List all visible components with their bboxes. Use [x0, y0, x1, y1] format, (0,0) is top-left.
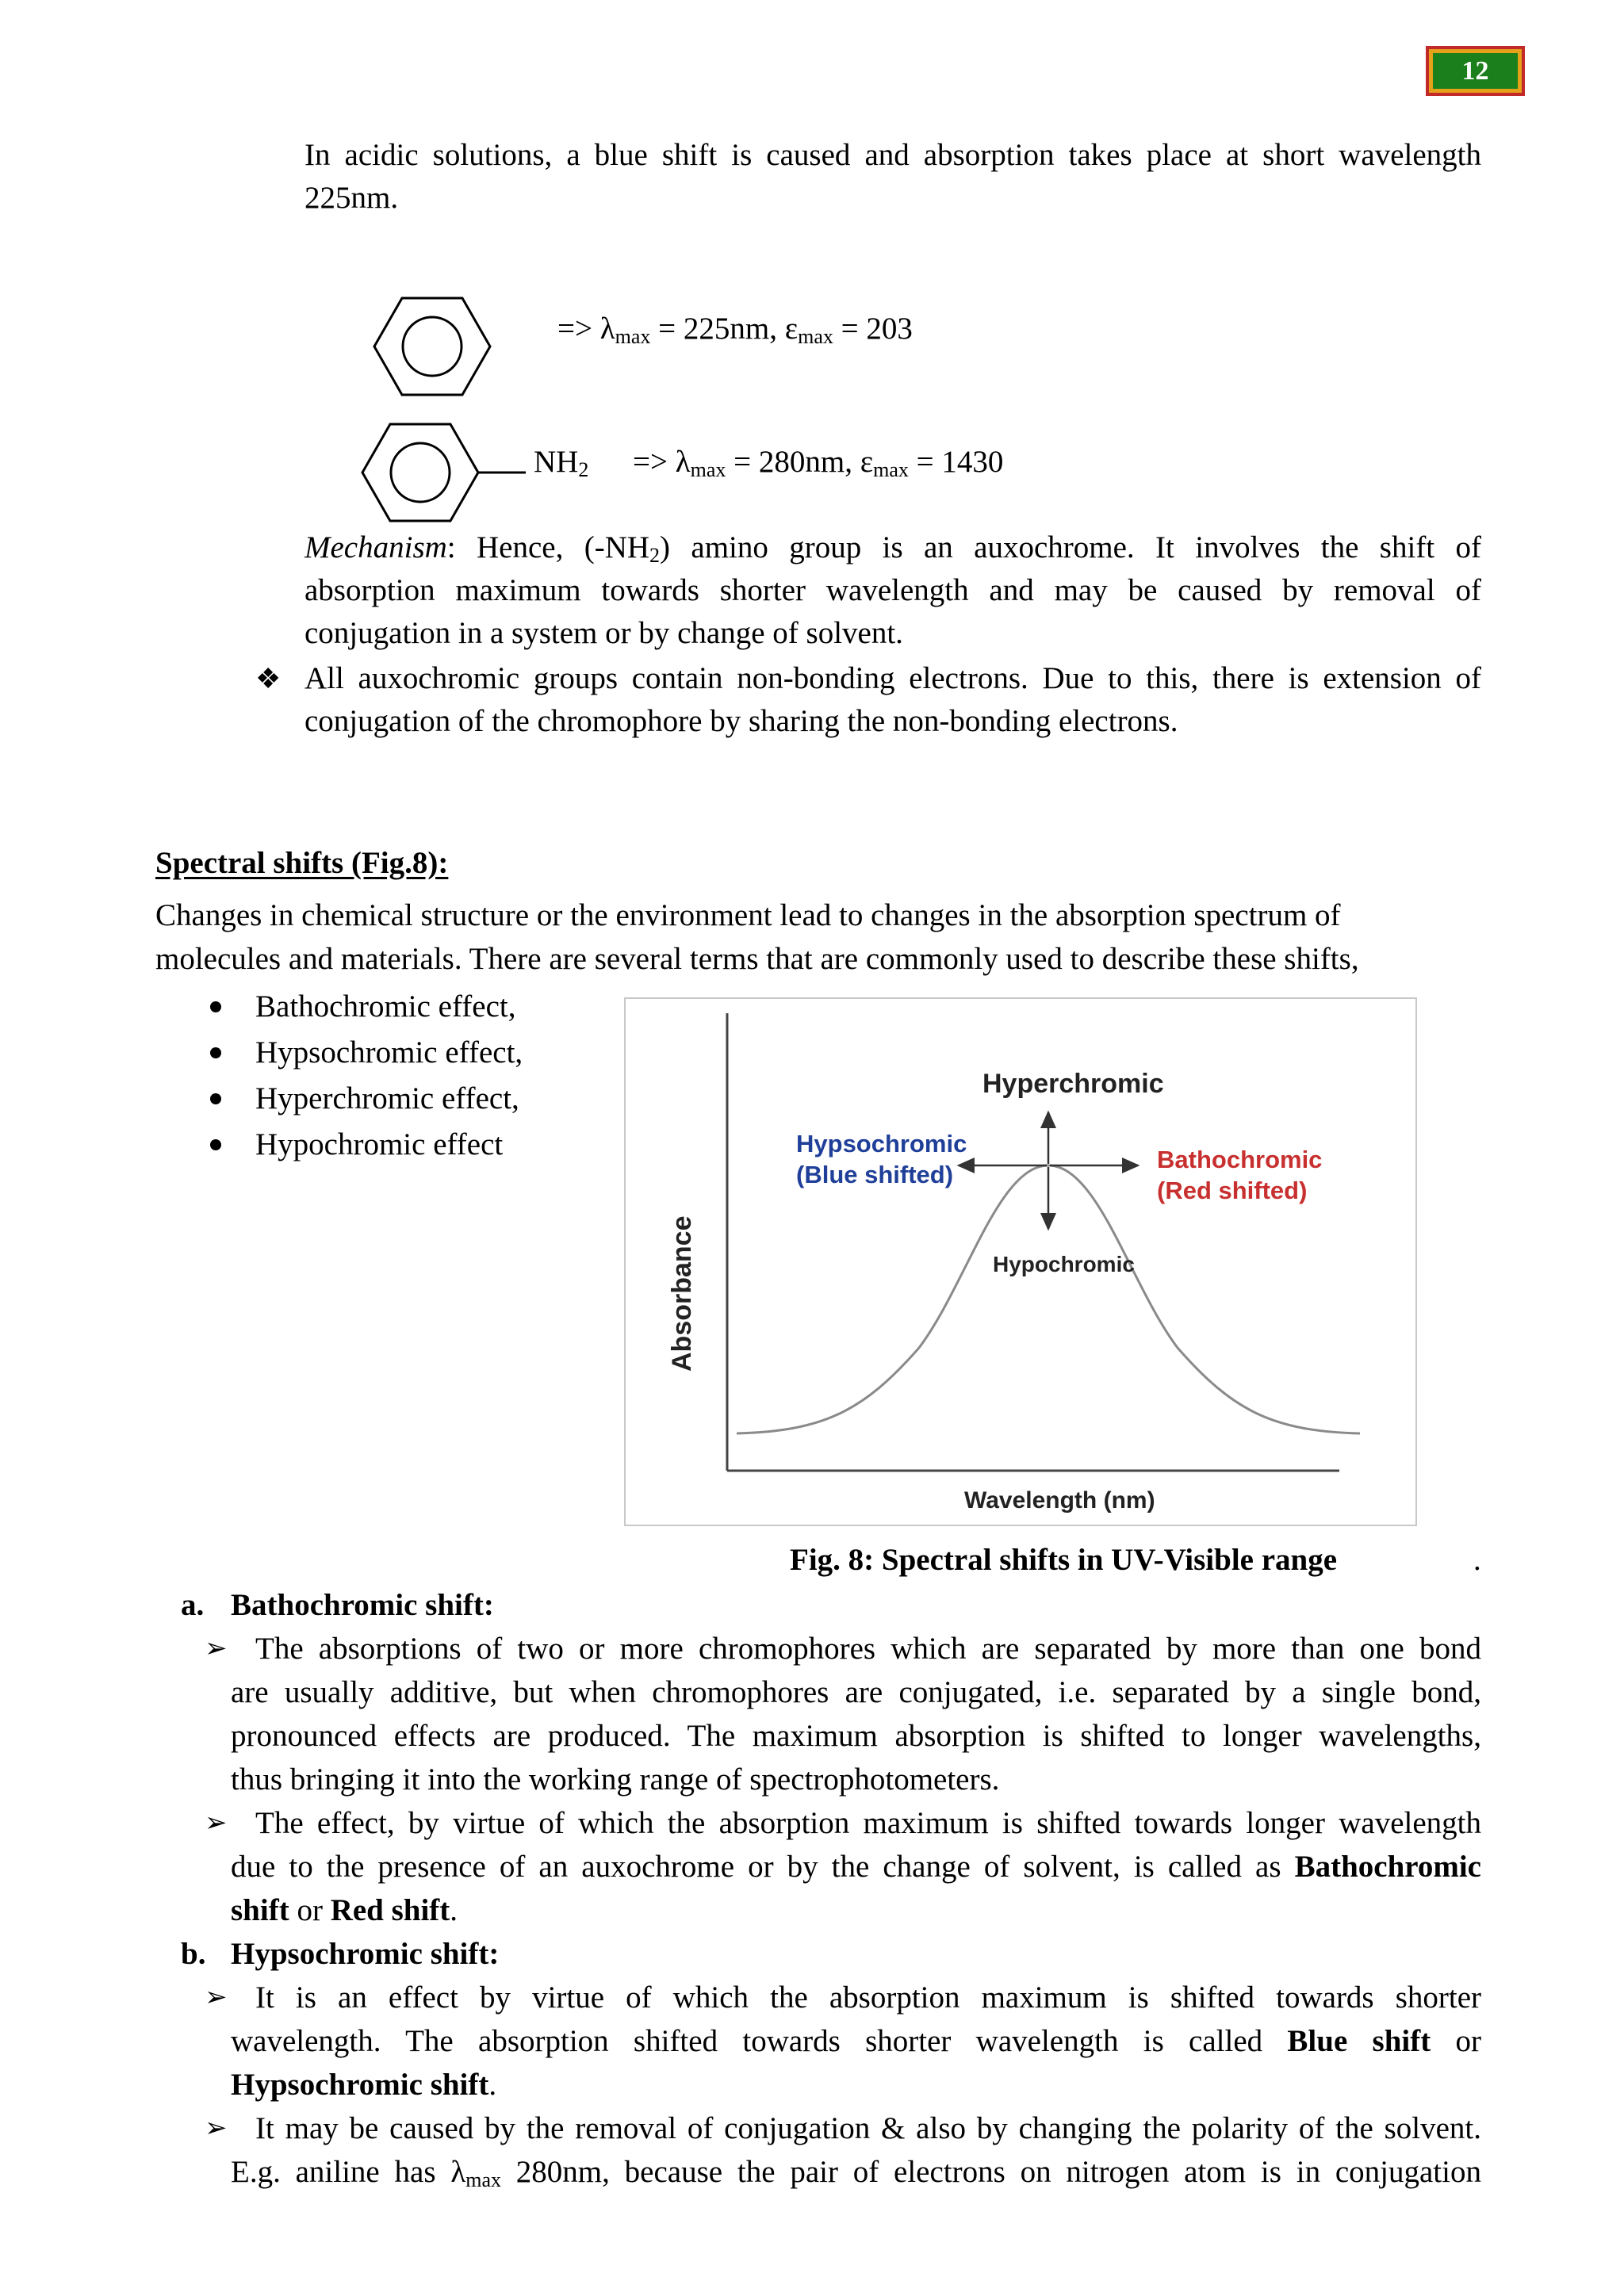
list-item-bathochromic: Bathochromic effect, — [255, 989, 516, 1024]
page-number-badge — [1429, 49, 1522, 93]
list-item-hyperchromic: Hyperchromic effect, — [255, 1081, 519, 1115]
figure-caption: Fig. 8: Spectral shifts in UV-Visible range — [790, 1543, 1338, 1577]
auxochrome-line-1: All auxochromic groups contain non-bonding electrons. Due to this, there is extension of — [304, 661, 1481, 695]
hyperchromic-label: Hyperchromic — [982, 1069, 1164, 1099]
benzene-lambda-text: => $\lambda_{max} = 225nm$, $\varepsilon_{max} = 203$ — [557, 312, 913, 348]
section-a-p2-line-2: due to the presence of an auxochrome or by the change of solvent, is called as Bathochromic — [231, 1850, 1481, 1884]
y-axis-label: Absorbance — [667, 1215, 697, 1372]
mechanism-line-2: absorption maximum towards shorter wavelength and may be caused by removal of — [304, 573, 1481, 607]
intro-line-1: In acidic solutions, a blue shift is caused and absorption takes place at short wavelength — [304, 138, 1481, 172]
x-axis-label: Wavelength (nm) — [964, 1487, 1155, 1513]
spectral-intro-line-2: molecules and materials. There are several terms that are commonly used to describe these shifts, — [155, 942, 1359, 976]
section-a-p1-line-3: pronounced effects are produced. The maximum absorption is shifted to longer wavelengths, — [231, 1719, 1481, 1753]
mechanism-line-3: conjugation in a system or by change of solvent. — [304, 616, 903, 650]
section-b-p1-line-1: It is an effect by virtue of which the absorption maximum is shifted towards shorter — [255, 1980, 1481, 2015]
hypsochromic-label: Hypsochromic — [796, 1130, 967, 1158]
arrow-bullet-icon: ➢ — [205, 2114, 228, 2143]
bathochromic-sublabel: (Red shifted) — [1157, 1177, 1308, 1204]
diamond-bullet-icon: ❖ — [255, 663, 282, 695]
mechanism-line-1: Mechanism: Hence, $(-NH_2)$ amino group is an auxochrome. It involves the shift of — [304, 530, 1481, 567]
aniline-lambda-text: => $\lambda_{max} = 280nm$, $\varepsilon_{max} = 1430$ — [633, 445, 1004, 481]
bullet-dot-icon — [210, 1001, 221, 1012]
spectral-shift-figure — [624, 997, 1417, 1526]
bullet-dot-icon — [210, 1139, 221, 1150]
section-a-title: Bathochromic shift: — [231, 1588, 494, 1622]
section-b-marker: b. — [181, 1937, 206, 1971]
arrow-bullet-icon: ➢ — [205, 1808, 228, 1838]
intro-line-2: 225nm. — [304, 181, 399, 215]
list-item-hypsochromic: Hypsochromic effect, — [255, 1035, 523, 1070]
aniline-ring-icon — [361, 421, 527, 524]
list-item-hypochromic: Hypochromic effect — [255, 1127, 504, 1161]
hypochromic-label: Hypochromic — [993, 1252, 1135, 1276]
section-b-p1-line-2: wavelength. The absorption shifted towards shorter wavelength is called Blue shift or — [231, 2024, 1481, 2058]
bullet-dot-icon — [210, 1047, 221, 1058]
spectral-shifts-heading: Spectral shifts (Fig.8): — [155, 846, 449, 880]
page-number: 12 — [1461, 55, 1489, 86]
benzene-ring-icon — [373, 295, 492, 398]
bullet-dot-icon — [210, 1093, 221, 1104]
section-b-p2-line-2: E.g. aniline has $\lambda_{max}$ 280nm, because the pair of electrons on nitrogen atom is in conjugation — [231, 2155, 1481, 2191]
arrow-bullet-icon: ➢ — [205, 1634, 228, 1663]
section-a-p1-line-1: The absorptions of two or more chromophores which are separated by more than one bond — [255, 1632, 1481, 1666]
bathochromic-label: Bathochromic — [1157, 1146, 1323, 1173]
spectral-shift-diagram — [626, 999, 1415, 1525]
figure-caption-dot: . — [1473, 1543, 1481, 1577]
section-a-p1-line-2: are usually additive, but when chromophores are conjugated, i.e. separated by a single bond, — [231, 1675, 1481, 1709]
section-a-marker: a. — [181, 1588, 205, 1622]
arrow-bullet-icon: ➢ — [205, 1983, 228, 2012]
section-a-p1-line-4: thus bringing it into the working range of spectrophotometers. — [231, 1762, 1000, 1797]
section-b-title: Hypsochromic shift: — [231, 1937, 500, 1971]
aniline-nh2-label: $NH_2$ — [534, 445, 589, 481]
section-a-p2-line-3: shift or Red shift. — [231, 1893, 458, 1927]
section-b-p2-line-1: It may be caused by the removal of conjugation & also by changing the polarity of the solvent. — [255, 2111, 1481, 2145]
hypsochromic-sublabel: (Blue shifted) — [796, 1161, 954, 1188]
section-a-p2-line-1: The effect, by virtue of which the absorption maximum is shifted towards longer wavelength — [255, 1806, 1481, 1840]
auxochrome-line-2: conjugation of the chromophore by sharing the non-bonding electrons. — [304, 704, 1178, 738]
section-b-p1-line-3: Hypsochromic shift. — [231, 2068, 497, 2102]
spectral-intro-line-1: Changes in chemical structure or the environment lead to changes in the absorption spectrum of — [155, 898, 1341, 932]
